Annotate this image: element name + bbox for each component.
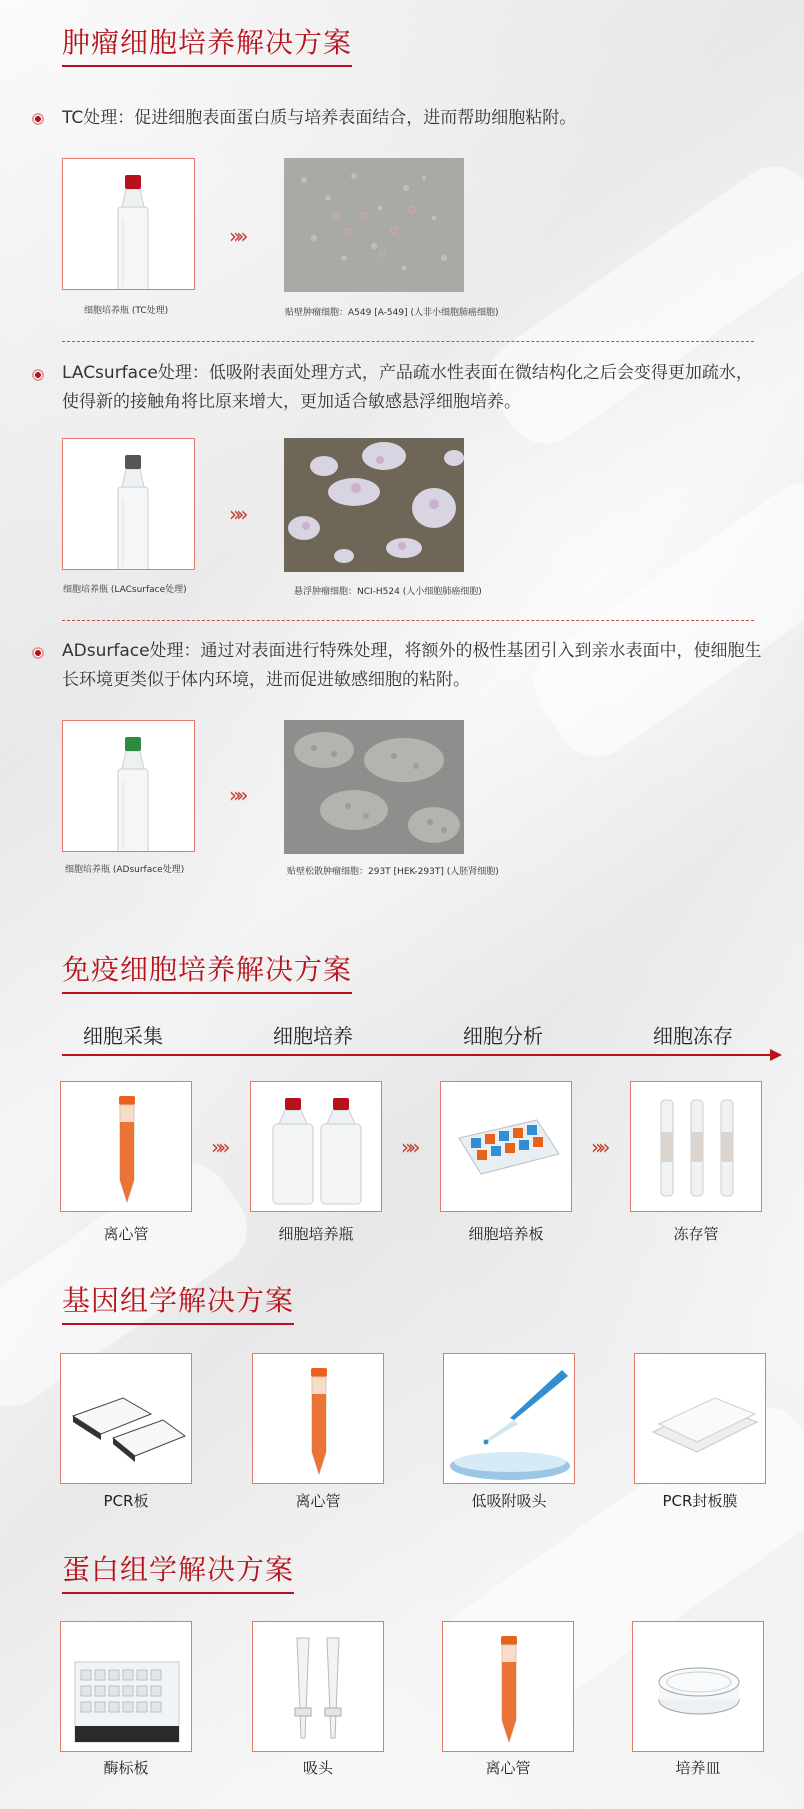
immune-product-caption: 离心管 xyxy=(103,1225,149,1243)
proteomics-centrifuge-tube-image xyxy=(442,1621,574,1752)
section-divider xyxy=(62,341,754,342)
stage-cell-culture: 细胞培养 xyxy=(273,1024,353,1048)
arrow-icon: »» xyxy=(211,1135,226,1159)
bullet-icon xyxy=(32,369,44,381)
pcr-sealing-film-image xyxy=(634,1353,766,1484)
hek-293t-cell-micrograph xyxy=(284,720,464,854)
nci-h524-cell-caption: 悬浮肿瘤细胞：NCI-H524 (人小细胞肺癌细胞) xyxy=(294,587,482,597)
tc-flask-image xyxy=(62,158,195,290)
arrow-icon: »» xyxy=(401,1135,416,1159)
timeline-arrow xyxy=(62,1054,774,1056)
proteomics-product-caption: 酶标板 xyxy=(103,1759,149,1777)
immune-culture-flask-image xyxy=(250,1081,382,1212)
proteomics-product-caption: 吸头 xyxy=(302,1759,333,1777)
adsurface-flask-caption: 细胞培养瓶 (ADsurface处理) xyxy=(65,865,185,875)
microplate-image xyxy=(60,1621,192,1752)
a549-cell-caption: 贴壁肿瘤细胞：A549 [A-549] (人非小细胞肺癌细胞) xyxy=(285,308,499,318)
section-divider xyxy=(62,620,754,621)
pipette-tips-image xyxy=(252,1621,384,1752)
culture-dish-image xyxy=(632,1621,764,1752)
lacsurface-treatment-text: LACsurface处理：低吸附表面处理方式，产品疏水性表面在微结构化之后会变得更加疏水，使得新的接触角将比原来增大，更加适合敏感悬浮细胞培养。 xyxy=(62,363,753,412)
low-retention-tip-image xyxy=(443,1353,575,1484)
genomics-product-caption: PCR板 xyxy=(103,1492,149,1510)
adsurface-treatment-text: ADsurface处理：通过对表面进行特殊处理，将额外的极性基团引入到亲水表面中，使细胞生长环境更类似于体内环境，进而促进敏感细胞的粘附。 xyxy=(62,641,762,690)
nci-h524-cell-micrograph xyxy=(284,438,464,572)
genomics-product-caption: PCR封板膜 xyxy=(662,1492,738,1510)
pcr-plate-image xyxy=(60,1353,192,1484)
adsurface-flask-image xyxy=(62,720,195,852)
immune-product-caption: 冻存管 xyxy=(673,1225,719,1243)
genomics-product-caption: 低吸附吸头 xyxy=(471,1492,547,1510)
genomics-section-title: 基因组学解决方案 xyxy=(62,1286,294,1325)
arrow-icon: »» xyxy=(229,224,244,248)
lacsurface-flask-caption: 细胞培养瓶 (LACsurface处理) xyxy=(63,585,187,595)
immune-centrifuge-tube-image xyxy=(60,1081,192,1212)
proteomics-section-title: 蛋白组学解决方案 xyxy=(62,1555,294,1594)
tc-treatment-text: TC处理：促进细胞表面蛋白质与培养表面结合，进而帮助细胞粘附。 xyxy=(62,108,577,128)
proteomics-product-caption: 培养皿 xyxy=(675,1759,721,1777)
tc-flask-caption: 细胞培养瓶 (TC处理) xyxy=(84,306,169,316)
lacsurface-flask-image xyxy=(62,438,195,570)
proteomics-product-caption: 离心管 xyxy=(485,1759,531,1777)
timeline-arrowhead-icon xyxy=(770,1049,782,1061)
immune-cryovial-image xyxy=(630,1081,762,1212)
a549-cell-micrograph xyxy=(284,158,464,292)
stage-cell-analysis: 细胞分析 xyxy=(463,1024,543,1048)
genomics-centrifuge-tube-image xyxy=(252,1353,384,1484)
immune-culture-plate-image xyxy=(440,1081,572,1212)
genomics-product-caption: 离心管 xyxy=(295,1492,341,1510)
arrow-icon: »» xyxy=(229,783,244,807)
hek-293t-cell-caption: 贴壁松散肿瘤细胞：293T [HEK-293T] (人胚肾细胞) xyxy=(287,867,499,877)
arrow-icon: »» xyxy=(229,502,244,526)
arrow-icon: »» xyxy=(591,1135,606,1159)
immune-product-caption: 细胞培养瓶 xyxy=(278,1225,354,1243)
bullet-icon xyxy=(32,647,44,659)
stage-cell-collection: 细胞采集 xyxy=(83,1024,163,1048)
stage-cell-cryopreservation: 细胞冻存 xyxy=(653,1024,733,1048)
bullet-icon xyxy=(32,113,44,125)
tumor-section-title: 肿瘤细胞培养解决方案 xyxy=(62,28,352,67)
immune-section-title: 免疫细胞培养解决方案 xyxy=(62,955,352,994)
immune-product-caption: 细胞培养板 xyxy=(468,1225,544,1243)
